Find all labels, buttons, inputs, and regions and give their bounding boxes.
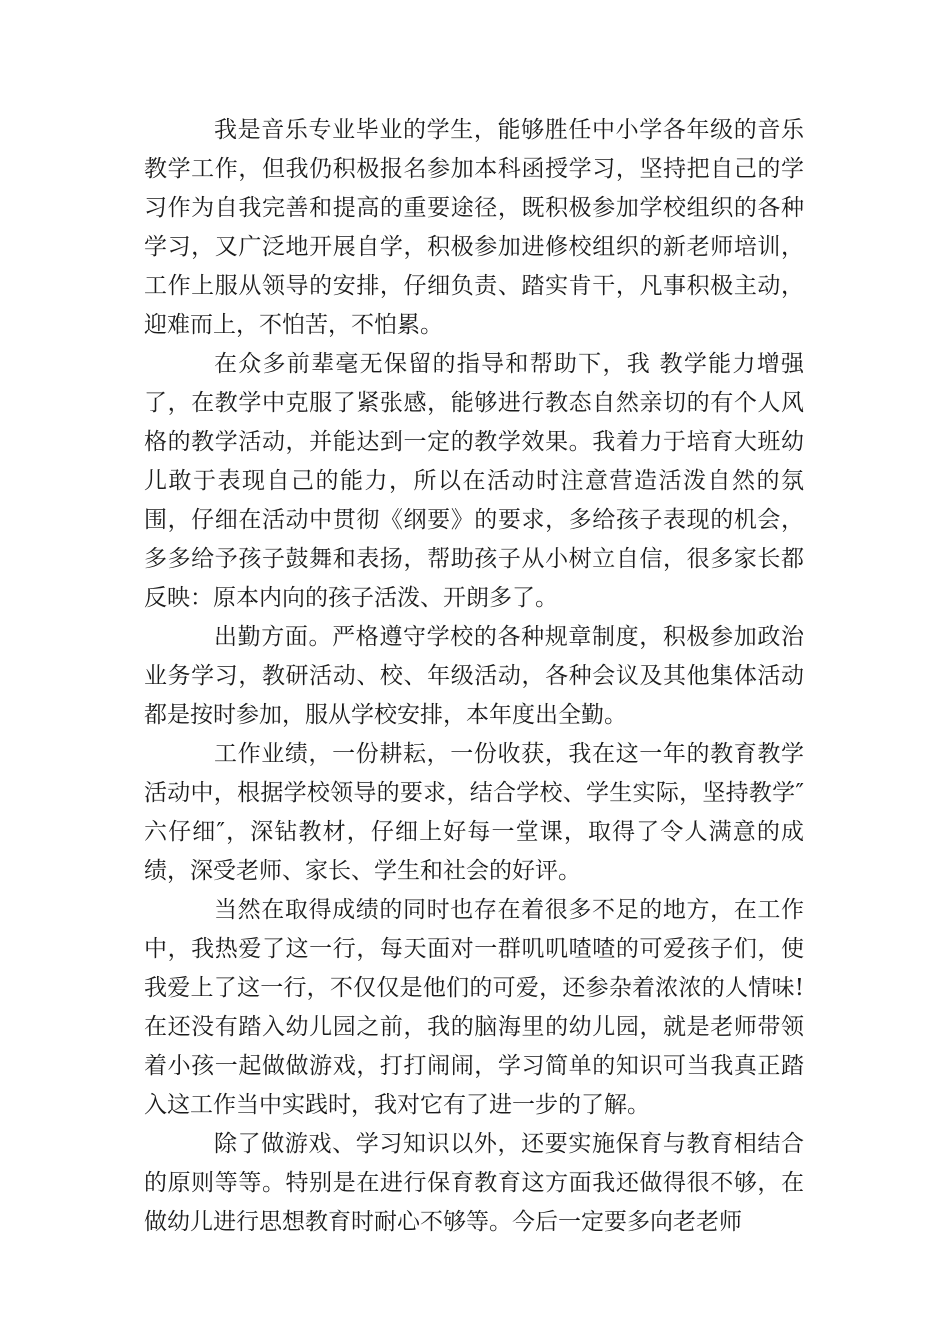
paragraph-work-achievements: 工作业绩，一份耕耘，一份收获，我在这一年的教育教学活动中，根据学校领导的要求，结合学校、学生实际，坚持教学″六仔细″，深钻教材，仔细上好每一堂课，取得了令人满意的成绩，深受老师、家长、学生和社会的好评。 bbox=[144, 741, 804, 884]
paragraph-music-teacher-study: 我是音乐专业毕业的学生，能够胜任中小学各年级的音乐教学工作，但我仍积极报名参加本科函授学习，坚持把自己的学习作为自我完善和提高的重要途径，既积极参加学校组织的各种学习，又广泛地开展自学，积极参加进修校组织的新老师培训，工作上服从领导的安排，仔细负责、踏实肯干，凡事积极主动，迎难而上，不怕苦，不怕累。 bbox=[144, 117, 804, 338]
paragraph-shortcomings: 当然在取得成绩的同时也存在着很多不足的地方，在工作中，我热爱了这一行，每天面对一群叽叽喳喳的可爱孩子们，使我爱上了这一行，不仅仅是他们的可爱，还参杂着浓浓的人情味!在还没有踏入幼儿园之前，我的脑海里的幼儿园，就是老师带领着小孩一起做做游戏，打打闹闹，学习简单的知识可当我真正踏入这工作当中实践时，我对它有了进一步的了解。 bbox=[144, 897, 804, 1118]
paragraph-future-plans: 除了做游戏、学习知识以外，还要实施保育与教育相结合的原则等等。特别是在进行保育教育这方面我还做得很不够，在做幼儿进行思想教育时耐心不够等。今后一定要多向老老师 bbox=[144, 1131, 804, 1235]
paragraph-attendance: 出勤方面。严格遵守学校的各种规章制度，积极参加政治业务学习，教研活动、校、年级活动，各种会议及其他集体活动都是按时参加，服从学校安排，本年度出全勤。 bbox=[144, 624, 804, 728]
paragraph-teaching-ability: 在众多前辈毫无保留的指导和帮助下，我 教学能力增强了，在教学中克服了紧张感，能够进行教态自然亲切的有个人风格的教学活动，并能达到一定的教学效果。我着力于培育大班幼儿敢于表现自己的能力，所以在活动时注意营造活泼自然的氛围，仔细在活动中贯彻《纲要》的要求，多给孩子表现的机会，多多给予孩子鼓舞和表扬，帮助孩子从小树立自信，很多家长都反映：原本内向的孩子活泼、开朗多了。 bbox=[144, 351, 804, 611]
document-body bbox=[144, 111, 804, 1242]
